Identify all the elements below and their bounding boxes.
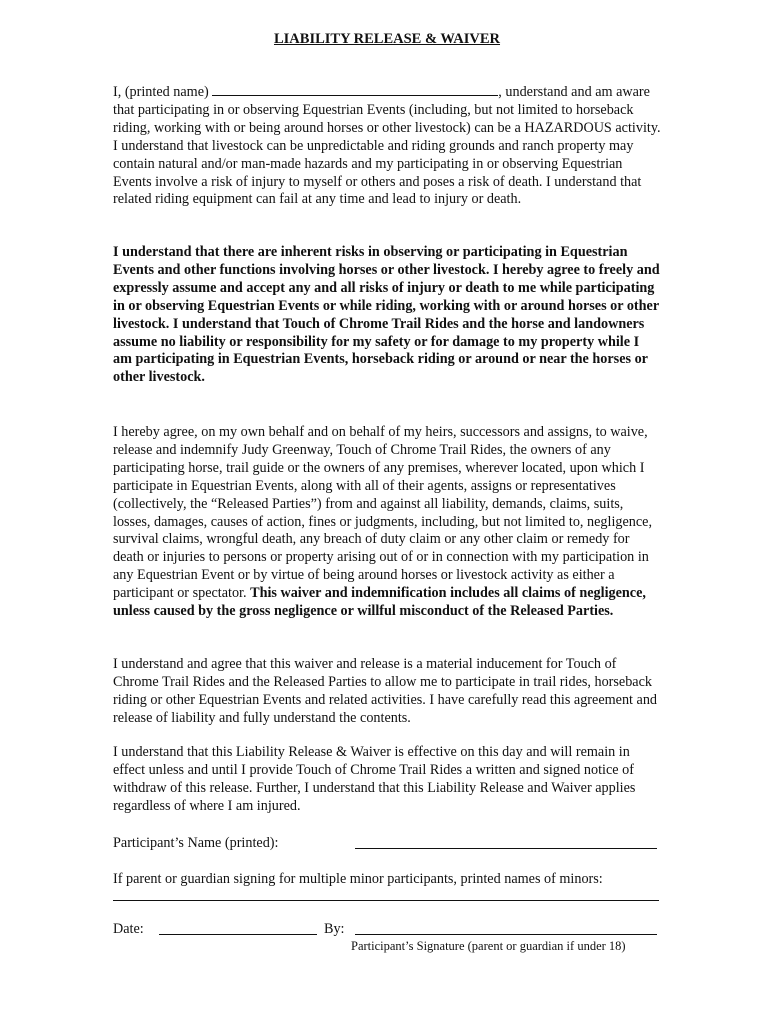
document-title: LIABILITY RELEASE & WAIVER <box>273 31 501 47</box>
participant-name-field[interactable] <box>355 848 657 849</box>
minors-row <box>113 870 661 888</box>
paragraph-assumption-of-risk: I understand that there are inherent risks in observing or participating in Equestrian Events and other functions involving horses or other livestock. I hereby agree to freely and expressly assume and accept any and all risks of injury or death to me while participating in or observing Equestrian Events or while riding, working with or around horses or other livestock. I understand that Touch of Chrome Trail Rides and the horse and landowners assume no liability or responsibility for my safety or for damage to my property while I am participating in Equestrian Events, horseback riding or around or near the horses or other livestock. <box>113 244 660 386</box>
by-row <box>324 920 354 938</box>
paragraph-awareness-text: , understand and am aware that participating in or observing Equestrian Events (including, but not limited to horseback riding, working with or being around horses or other livestock) can be a HAZARDOUS activity. I understand that livestock can be unpredictable and riding grounds and ranch property may contain natural and/or man-made hazards and my participating in or observing Equestrian Events involve a risk of injury to myself or others and poses a risk of death. I understand that related riding equipment can fail at any time and lead to injury or death. <box>113 84 661 208</box>
minors-label: If parent or guardian signing for multiple minor participants, printed names of minors: <box>113 871 603 887</box>
printed-name-lead: I, (printed name) <box>113 84 213 100</box>
participant-name-row <box>113 834 661 852</box>
signature-caption: Participant’s Signature (parent or guardian if under 18) <box>351 939 626 953</box>
paragraph-indemnification <box>113 424 661 621</box>
by-label: By: <box>324 921 345 937</box>
minors-names-field[interactable] <box>113 900 659 901</box>
paragraph-effective: I understand that this Liability Release & Waiver is effective on this day and will remain in effect unless and until I provide Touch of Chrome Trail Rides a written and signed notice of withdraw of this release. Further, I understand that this Liability Release and Waiver applies regardless of where I am injured. <box>113 744 636 814</box>
date-label: Date: <box>113 921 144 937</box>
paragraph-awareness <box>113 82 661 209</box>
printed-name-blank[interactable] <box>212 82 498 96</box>
participant-name-label: Participant’s Name (printed): <box>113 835 279 851</box>
date-signature-row <box>113 920 661 938</box>
paragraph-inducement: I understand and agree that this waiver and release is a material inducement for Touch of Chrome Trail Rides and the Released Parties to allow me to participate in trail rides, horseback riding or other Equestrian Events and related activities. I have carefully read this agreement and release of liability and fully understand the contents. <box>113 656 658 726</box>
date-field[interactable] <box>159 934 317 935</box>
negligence-clause: This waiver and indemnification includes all claims of negligence, unless caused by the gross negligence or willful misconduct of the Released Parties. <box>113 585 646 620</box>
indemnification-text: I hereby agree, on my own behalf and on behalf of my heirs, successors and assigns, to waive, release and indemnify Judy Greenway, Touch of Chrome Trail Rides, the owners of any participating horse, trail guide or the owners of any premises, wherever located, upon which I participate in Equestrian Events, along with all of their agents, assigns or representatives (collectively, the “Released Parties”) from and against all liability, demands, claims, suits, losses, damages, causes of action, fines or judgments, including, but not limited to, negligence, survival claims, wrongful death, any breach of duty claim or any other claim or remedy for death or injuries to persons or property arising out of or in connection with my participation in any Equestrian Event or by virtue of being around horses or livestock activity as either a participant or spectator. <box>113 424 653 602</box>
signature-field[interactable] <box>355 934 657 935</box>
